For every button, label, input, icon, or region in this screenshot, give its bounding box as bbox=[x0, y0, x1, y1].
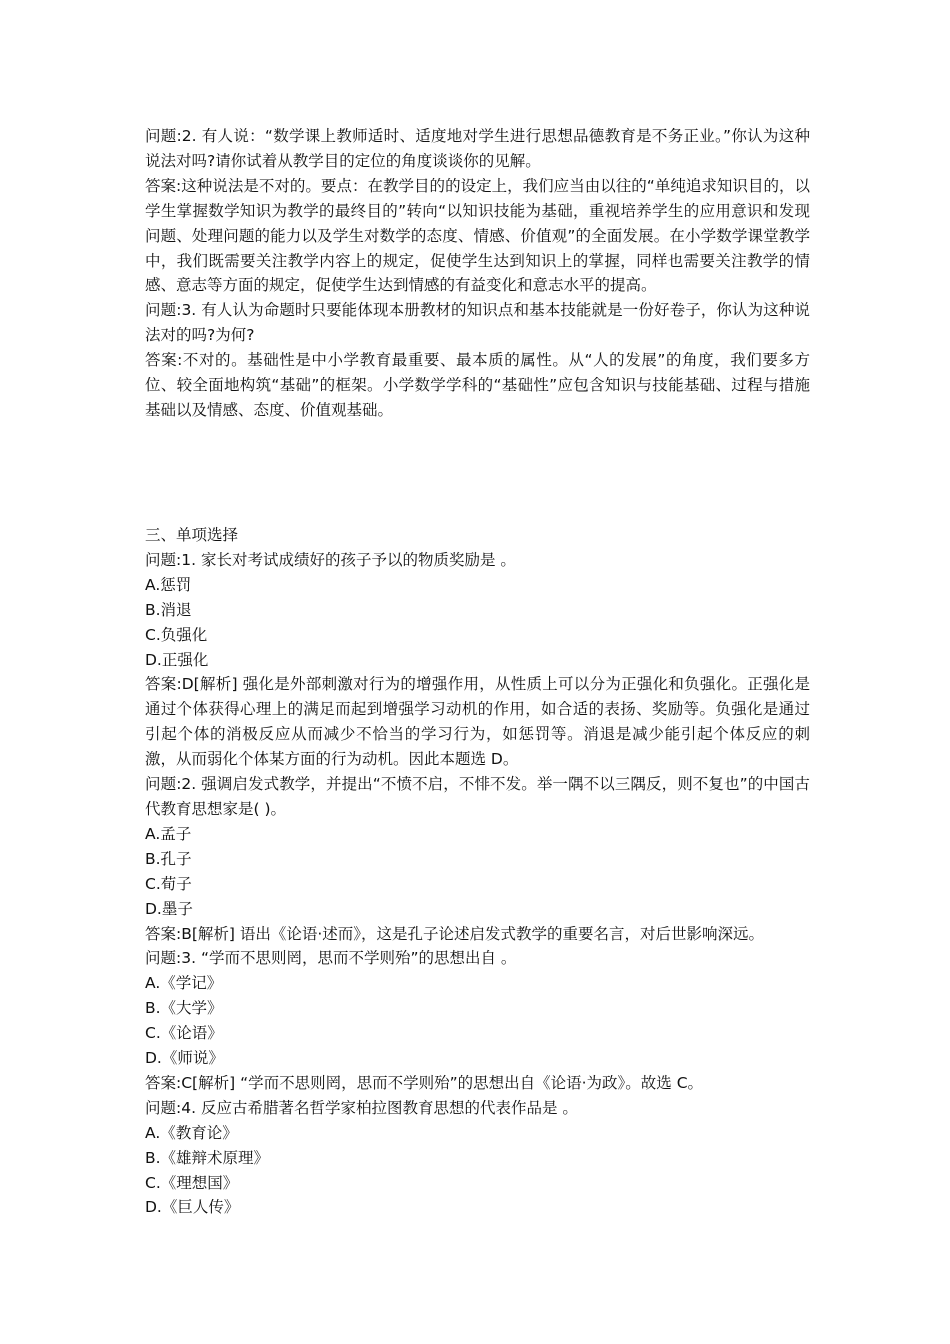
mc-question-4: 问题:4. 反应古希腊著名哲学家柏拉图教育思想的代表作品是 。 bbox=[145, 1098, 578, 1117]
mc-q1-option-a: A.惩罚 bbox=[145, 575, 192, 594]
mc-answer-1: 答案:D[解析] 强化是外部刺激对行为的增强作用，从性质上可以分为正强化和负强化。正强化是通过个体获得心理上的满足而起到增强学习动机的作用，如合适的表扬、奖励等。负强化是通过引起个体的消极反应从而减少不恰当的学习行为，如惩罚等。消退是减少能引起个体反应的刺激，从而弱化个体某方面的行为动机。因此本题选 D。 bbox=[145, 675, 810, 769]
mc-answer-3: 答案:C[解析] “学而不思则罔，思而不学则殆”的思想出自《论语·为政》。故选 C。 bbox=[145, 1073, 704, 1092]
mc-q2-option-d: D.墨子 bbox=[145, 899, 193, 918]
mc-q1-option-d: D.正强化 bbox=[145, 650, 209, 669]
mc-q3-option-c: C.《论语》 bbox=[145, 1024, 223, 1043]
section-heading: 三、单项选择 bbox=[145, 526, 239, 544]
mc-q2-option-b: B.孔子 bbox=[145, 849, 192, 868]
mc-question-2: 问题:2. 强调启发式教学，并提出“不愤不启，不悱不发。举一隅不以三隅反，则不复也”的中国古代教育思想家是( )。 bbox=[145, 775, 810, 818]
mc-q2-option-a: A.孟子 bbox=[145, 824, 192, 843]
mc-question-1: 问题:1. 家长对考试成绩好的孩子予以的物质奖励是 。 bbox=[145, 550, 516, 569]
question-2-text: 问题:2. 有人说：“数学课上教师适时、适度地对学生进行思想品德教育是不务正业。”你认为这种说法对吗?请你试着从教学目的定位的角度谈谈你的见解。 bbox=[145, 127, 810, 170]
mc-q3-option-d: D.《师说》 bbox=[145, 1049, 224, 1068]
answer-3-text: 答案:不对的。基础性是中小学教育最重要、最本质的属性。从“人的发展”的角度，我们要多方位、较全面地构筑“基础”的框架。小学数学学科的“基础性”应包含知识与技能基础、过程与措施基础以及情感、态度、价值观基础。 bbox=[145, 351, 810, 419]
mc-q3-option-b: B.《大学》 bbox=[145, 999, 223, 1018]
essay-questions-block bbox=[145, 124, 810, 423]
question-3-text: 问题:3. 有人认为命题时只要能体现本册教材的知识点和基本技能就是一份好卷子，你认为这种说法对的吗?为何? bbox=[145, 301, 810, 345]
mc-q4-option-d: D.《巨人传》 bbox=[145, 1198, 240, 1217]
mc-q2-option-c: C.荀子 bbox=[145, 874, 192, 893]
mc-q4-option-b: B.《雄辩术原理》 bbox=[145, 1148, 270, 1167]
mc-q1-option-b: B.消退 bbox=[145, 600, 192, 619]
mc-answer-2: 答案:B[解析] 语出《论语·述而》，这是孔子论述启发式教学的重要名言，对后世影响深远。 bbox=[145, 924, 765, 943]
mc-q4-option-a: A.《教育论》 bbox=[145, 1123, 238, 1142]
mc-q3-option-a: A.《学记》 bbox=[145, 974, 223, 993]
mc-question-3: 问题:3. “学而不思则罔，思而不学则殆”的思想出自 。 bbox=[145, 949, 517, 968]
mc-q4-option-c: C.《理想国》 bbox=[145, 1173, 239, 1192]
mc-q1-option-c: C.负强化 bbox=[145, 625, 208, 644]
answer-2-text: 答案:这种说法是不对的。要点：在教学目的的设定上，我们应当由以往的“单纯追求知识目的，以学生掌握数学知识为教学的最终目的”转向“以知识技能为基础，重视培养学生的应用意识和发现问题、处理问题的能力以及学生对数学的态度、情感、价值观”的全面发展。在小学数学课堂教学中，我们既需要关注教学内容上的规定，促使学生达到知识上的掌握，同样也需要关注教学的情感、意志等方面的规定，促使学生达到情感的有益变化和意志水平的提高。 bbox=[145, 176, 810, 295]
multiple-choice-block bbox=[145, 523, 810, 1220]
